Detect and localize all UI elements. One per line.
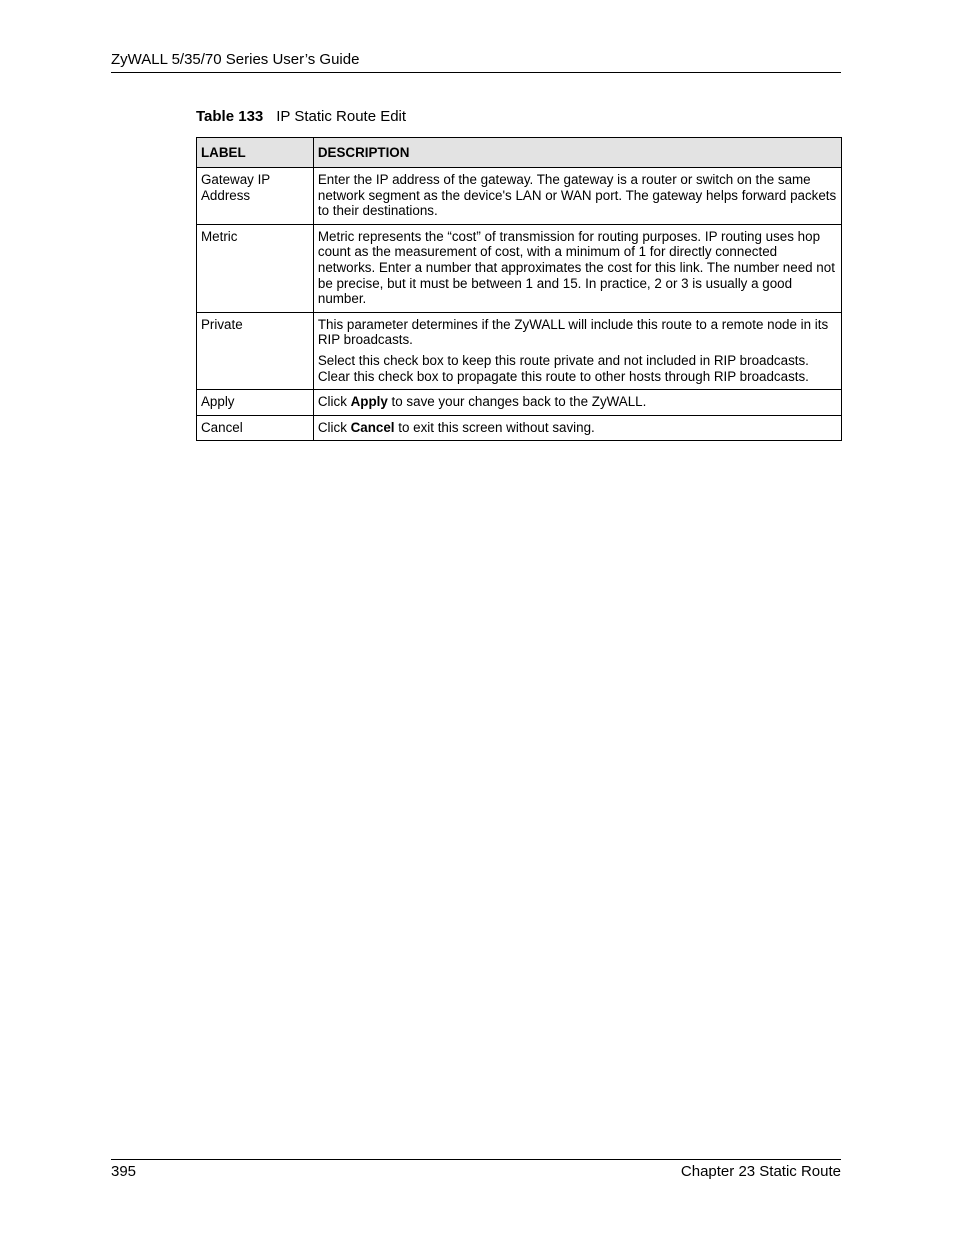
table-row	[197, 390, 842, 416]
description-text: to save your changes back to the ZyWALL.	[387, 394, 647, 410]
page-number: 395	[111, 1163, 137, 1180]
description-paragraph	[318, 353, 837, 384]
ip-static-route-edit-table	[196, 137, 842, 441]
description-text: Metric represents the “cost” of transmission for routing purposes. IP routing uses hop count as the measurement of cost, with a minimum of 1 for directly connected networks. Enter a number that approximates the cost for this link. The number need not be precise, but it must be between 1 and 15. In practice, 2 or 3 is usually a good number.	[317, 228, 835, 307]
emphasized-term: Apply	[350, 394, 388, 410]
chapter-title: Chapter 23 Static Route	[680, 1163, 841, 1180]
table-title: IP Static Route Edit	[276, 108, 407, 125]
description-paragraph	[318, 420, 837, 436]
row-description	[313, 168, 841, 225]
description-text: to exit this screen without saving.	[394, 419, 595, 435]
row-label: Metric	[197, 224, 314, 312]
description-paragraph	[318, 229, 837, 307]
description-text: Click	[317, 419, 351, 435]
description-paragraph	[318, 317, 837, 348]
running-header	[111, 50, 841, 73]
table-row	[197, 168, 842, 225]
row-label: Cancel	[197, 415, 314, 441]
row-description	[313, 312, 841, 389]
table-body	[197, 168, 842, 441]
description-text: Enter the IP address of the gateway. The gateway is a router or switch on the same network segment as the device's LAN or WAN port. The gateway helps forward packets to their destinations.	[317, 172, 837, 219]
running-footer	[111, 1159, 841, 1180]
table-row	[197, 415, 842, 441]
description-paragraph	[318, 172, 837, 219]
description-text: This parameter determines if the ZyWALL will include this route to a remote node in its RIP broadcasts.	[317, 316, 829, 348]
table-row	[197, 312, 842, 389]
table-number: Table 133	[196, 108, 264, 125]
row-description	[313, 224, 841, 312]
table-header-row	[197, 138, 842, 168]
description-paragraph	[318, 394, 837, 410]
emphasized-term: Cancel	[350, 419, 395, 435]
row-description	[313, 415, 841, 441]
description-text: Select this check box to keep this route private and not included in RIP broadcasts. Clear this check box to propagate this route to other hosts through RIP broadcasts.	[317, 352, 809, 384]
label-column-header: LABEL	[197, 138, 314, 168]
table-caption	[196, 107, 406, 127]
row-label: Apply	[197, 390, 314, 416]
description-column-header: DESCRIPTION	[313, 138, 841, 168]
row-label: Gateway IP Address	[197, 168, 314, 225]
guide-title: ZyWALL 5/35/70 Series User’s Guide	[111, 51, 360, 68]
row-description	[313, 390, 841, 416]
description-text: Click	[317, 394, 351, 410]
row-label: Private	[197, 312, 314, 389]
table-row	[197, 224, 842, 312]
